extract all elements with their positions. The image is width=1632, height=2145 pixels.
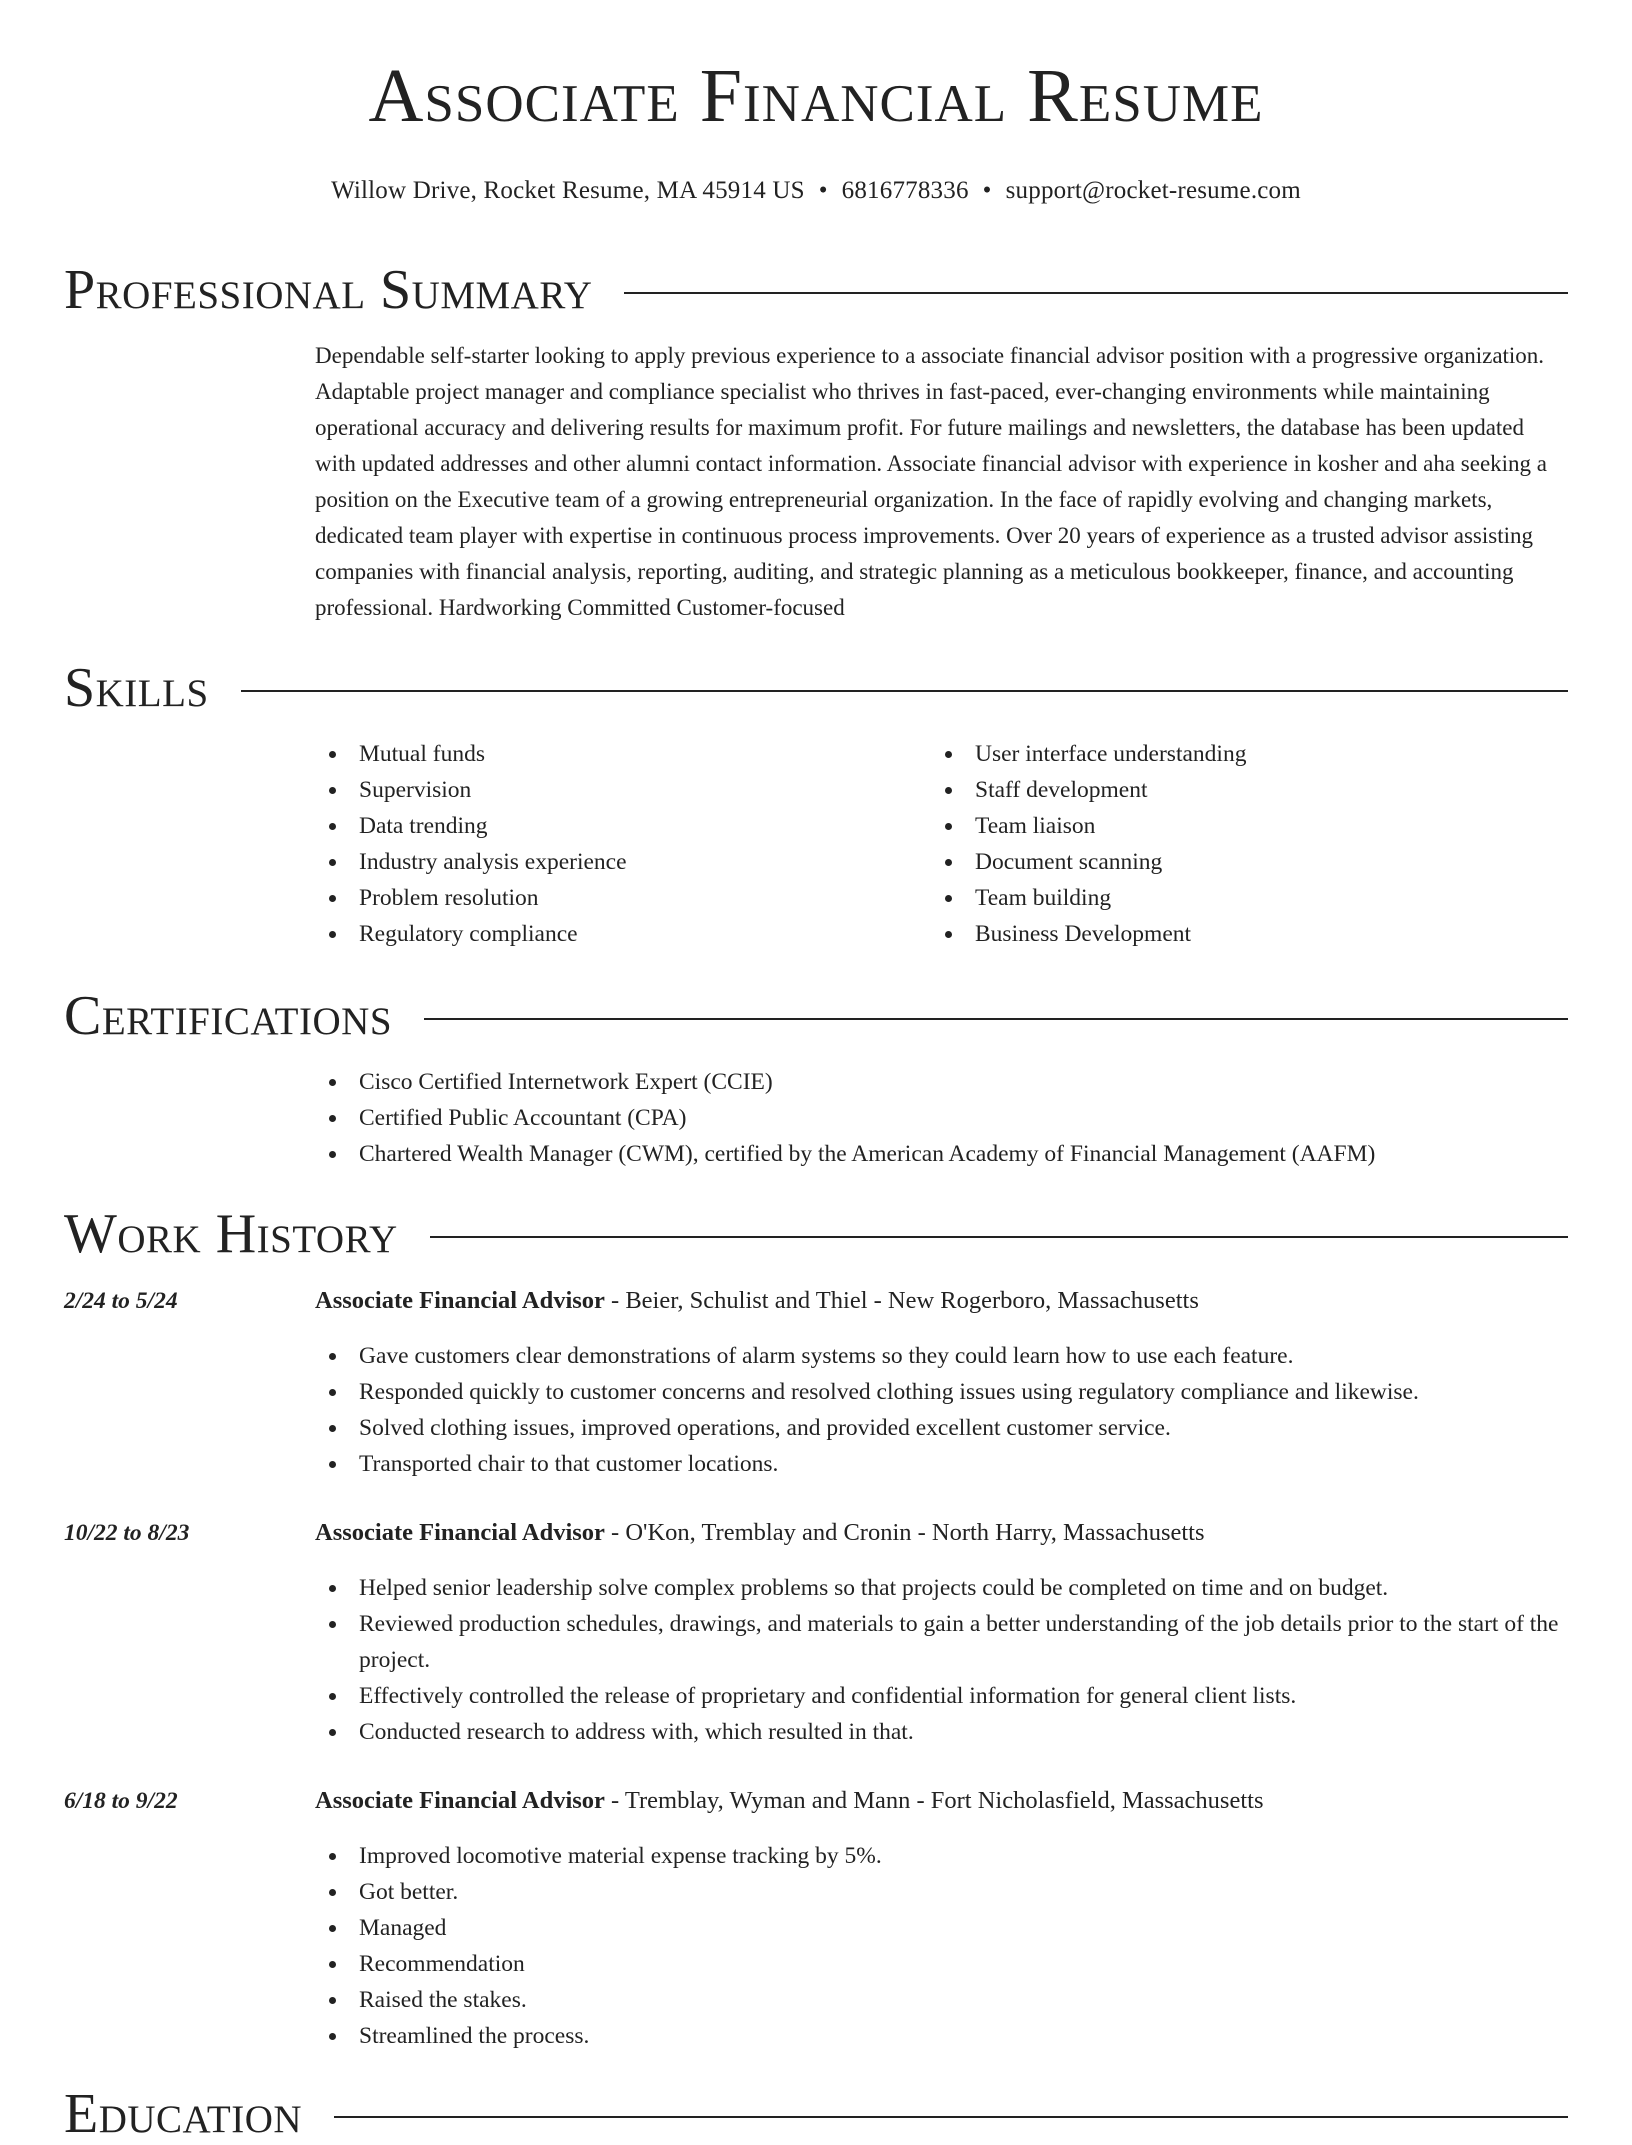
skills-list-right bbox=[931, 736, 1531, 952]
contact-separator: • bbox=[982, 177, 992, 204]
job-header bbox=[315, 1515, 1568, 1551]
skills-heading: Skills bbox=[64, 657, 209, 719]
job-bullet: Solved clothing issues, improved operations, and provided excellent customer service. bbox=[315, 1410, 1568, 1446]
job-bullet: Responded quickly to customer concerns and resolved clothing issues using regulatory compliance and likewise. bbox=[315, 1374, 1568, 1410]
job-bullet: Raised the stakes. bbox=[315, 1982, 1568, 2018]
job-bullet: Got better. bbox=[315, 1874, 1568, 1910]
job-dates: 2/24 to 5/24 bbox=[64, 1288, 178, 1314]
skill-item: Mutual funds bbox=[315, 736, 915, 772]
job-role: Associate Financial Advisor bbox=[315, 1287, 605, 1314]
skill-item: User interface understanding bbox=[931, 736, 1531, 772]
certifications-heading: Certifications bbox=[64, 985, 393, 1047]
work-section-heading bbox=[64, 1203, 1568, 1265]
job-dates: 10/22 to 8/23 bbox=[64, 1520, 190, 1546]
skills-section-heading bbox=[64, 657, 1568, 719]
job-bullet: Streamlined the process. bbox=[315, 2018, 1568, 2054]
job-bullet: Managed bbox=[315, 1910, 1568, 1946]
education-heading: Education bbox=[64, 2083, 303, 2145]
job-bullet: Helped senior leadership solve complex problems so that projects could be completed on time and on budget. bbox=[315, 1570, 1568, 1606]
job-bullets bbox=[315, 1338, 1568, 1482]
job-bullets bbox=[315, 1838, 1568, 2054]
job-dates: 6/18 to 9/22 bbox=[64, 1788, 178, 1814]
skill-item: Regulatory compliance bbox=[315, 916, 915, 952]
certification-item: Certified Public Accountant (CPA) bbox=[315, 1100, 1568, 1136]
job-bullet: Gave customers clear demonstrations of alarm systems so they could learn how to use each feature. bbox=[315, 1338, 1568, 1374]
job-employer: - Tremblay, Wyman and Mann - Fort Nicholasfield, Massachusetts bbox=[604, 1787, 1264, 1814]
job-bullet: Effectively controlled the release of proprietary and confidential information for general client lists. bbox=[315, 1678, 1568, 1714]
education-section-heading bbox=[64, 2083, 1568, 2145]
job-bullet: Conducted research to address with, which resulted in that. bbox=[315, 1714, 1568, 1750]
contact-phone: 6816778336 bbox=[841, 177, 969, 204]
skill-item: Supervision bbox=[315, 772, 915, 808]
section-divider bbox=[424, 1018, 1568, 1020]
skill-item: Team liaison bbox=[931, 808, 1531, 844]
job-bullet: Recommendation bbox=[315, 1946, 1568, 1982]
job-bullet: Reviewed production schedules, drawings, and materials to gain a better understanding of the job details prior to the start of the project. bbox=[315, 1606, 1568, 1678]
skill-item: Team building bbox=[931, 880, 1531, 916]
section-divider bbox=[624, 292, 1568, 294]
skill-item: Staff development bbox=[931, 772, 1531, 808]
skill-item: Business Development bbox=[931, 916, 1531, 952]
job-header bbox=[315, 1283, 1568, 1319]
job-header bbox=[315, 1783, 1568, 1819]
contact-separator: • bbox=[818, 177, 828, 204]
work-heading: Work History bbox=[64, 1203, 398, 1265]
resume-title: Associate Financial Resume bbox=[368, 54, 1264, 138]
job-employer: - O'Kon, Tremblay and Cronin - North Harry, Massachusetts bbox=[604, 1519, 1205, 1546]
job-employer: - Beier, Schulist and Thiel - New Rogerboro, Massachusetts bbox=[604, 1287, 1199, 1314]
certification-item: Cisco Certified Internetwork Expert (CCIE) bbox=[315, 1064, 1568, 1100]
skills-list-left bbox=[315, 736, 915, 952]
job-bullet: Transported chair to that customer locations. bbox=[315, 1446, 1568, 1482]
job-role: Associate Financial Advisor bbox=[315, 1519, 605, 1546]
certifications-list bbox=[315, 1064, 1568, 1172]
skill-item: Industry analysis experience bbox=[315, 844, 915, 880]
summary-text: Dependable self-starter looking to apply previous experience to a associate financial advisor position with a progressive organization. Adaptable project manager and compliance specialist who thrives in fast-paced, ever-changing environments while maintaining operational accuracy and delivering results for maximum profit. For future mailings and newsletters, the database has been updated with updated addresses and other alumni contact information. Associate financial advisor with experience in kosher and aha seeking a position on the Executive team of a growing entrepreneurial organization. In the face of rapidly evolving and changing markets, dedicated team player with expertise in continuous process improvements. Over 20 years of experience as a trusted advisor assisting companies with financial analysis, reporting, auditing, and strategic planning as a meticulous bookkeeper, finance, and accounting professional. Hardworking Committed Customer-focused bbox=[315, 343, 1548, 620]
job-bullets bbox=[315, 1570, 1568, 1750]
skill-item: Document scanning bbox=[931, 844, 1531, 880]
job-role: Associate Financial Advisor bbox=[315, 1787, 605, 1814]
section-divider bbox=[241, 690, 1568, 692]
skill-item: Problem resolution bbox=[315, 880, 915, 916]
certification-item: Chartered Wealth Manager (CWM), certified by the American Academy of Financial Management (AAFM) bbox=[315, 1136, 1568, 1172]
skill-item: Data trending bbox=[315, 808, 915, 844]
certifications-section-heading bbox=[64, 985, 1568, 1047]
summary-section-heading bbox=[64, 259, 1568, 321]
summary-heading: Professional Summary bbox=[64, 259, 593, 321]
contact-line bbox=[0, 176, 1632, 206]
section-divider bbox=[430, 1236, 1568, 1238]
section-divider bbox=[334, 2116, 1568, 2118]
contact-address: Willow Drive, Rocket Resume, MA 45914 US bbox=[331, 177, 805, 204]
job-bullet: Improved locomotive material expense tracking by 5%. bbox=[315, 1838, 1568, 1874]
contact-email: support@rocket-resume.com bbox=[1005, 177, 1301, 204]
